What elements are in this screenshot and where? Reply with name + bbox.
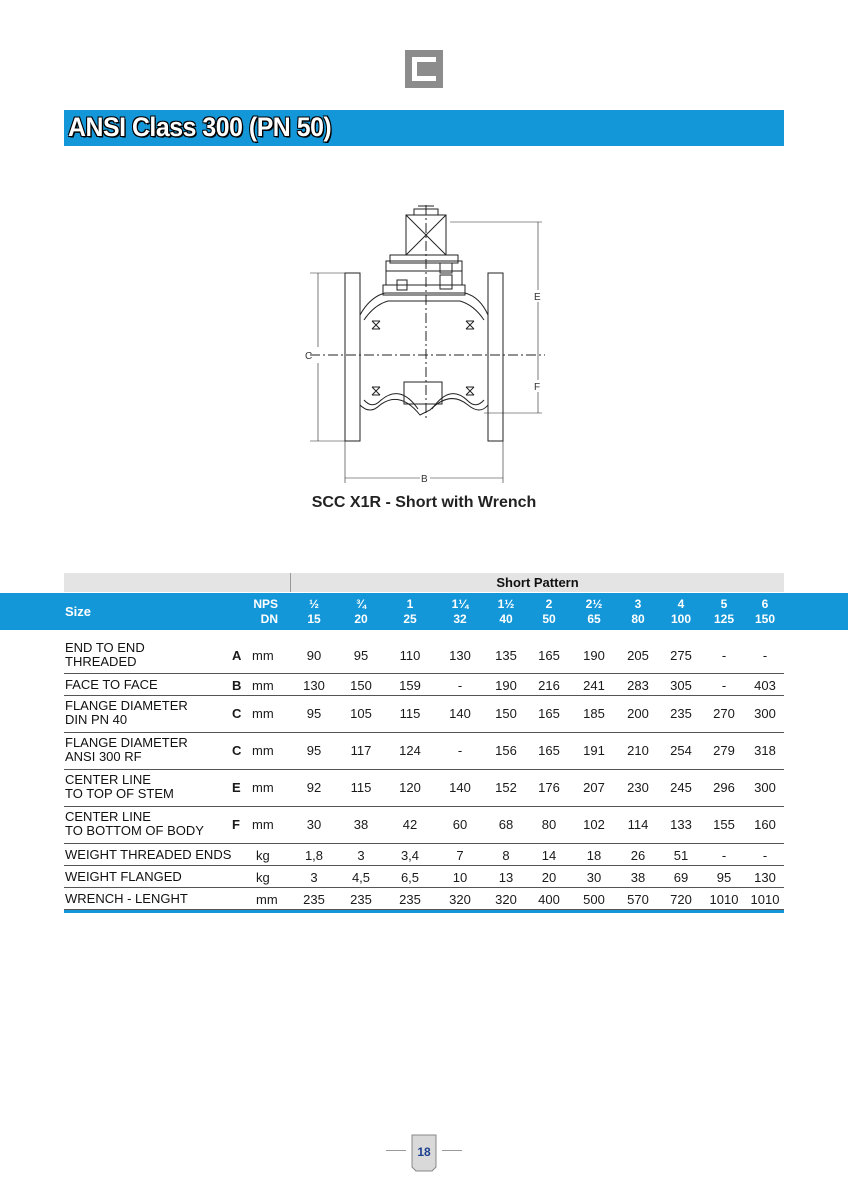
table-cell: 279 [713, 743, 735, 758]
table-cell: 318 [754, 743, 776, 758]
table-cell: 185 [583, 706, 605, 721]
table-cell: 1010 [709, 892, 739, 907]
table-cell: 95 [306, 706, 322, 721]
row-label-line1: FLANGE DIAMETER [65, 698, 188, 713]
size-column-header [486, 597, 526, 627]
table-cell: 110 [399, 648, 421, 663]
nps-value: ½ [308, 597, 319, 611]
dn-value: 150 [754, 612, 776, 626]
row-description [65, 641, 145, 669]
size-column-header [745, 597, 785, 627]
dn-value: 100 [670, 612, 692, 626]
table-cell: 10 [452, 870, 468, 885]
table-cell: 235 [303, 892, 325, 907]
table-cell: 13 [498, 870, 514, 885]
size-column-header [341, 597, 381, 627]
dn-label: DN [260, 612, 278, 626]
footer-line-right [442, 1150, 462, 1151]
table-cell: - [721, 678, 727, 693]
dim-label-b: B [421, 474, 428, 485]
valve-drawing [300, 205, 550, 490]
title-bar [64, 110, 784, 146]
row-label-line1: WEIGHT THREADED ENDS [65, 847, 232, 862]
table-cell: 69 [673, 870, 689, 885]
table-cell: 235 [670, 706, 692, 721]
table-cell: 7 [456, 848, 464, 863]
nps-value: 5 [720, 597, 728, 611]
table-cell: 165 [538, 648, 560, 663]
table-cell: 150 [350, 678, 372, 693]
short-pattern-label: Short Pattern [496, 575, 579, 590]
row-label-line1: WRENCH - LENGHT [65, 891, 188, 906]
table-cell: 18 [586, 848, 602, 863]
table-cell: - [457, 743, 463, 758]
row-description [65, 848, 231, 862]
spec-table-body [64, 630, 784, 910]
table-row [64, 866, 784, 888]
nps-value: 1½ [497, 597, 515, 611]
dn-value: 125 [713, 612, 735, 626]
table-cell: - [721, 848, 727, 863]
row-label-line2: TO BOTTOM OF BODY [65, 823, 204, 838]
table-cell: 140 [449, 780, 471, 795]
table-cell: 130 [754, 870, 776, 885]
table-cell: 14 [541, 848, 557, 863]
nps-value: 2½ [585, 597, 603, 611]
row-description [65, 773, 174, 801]
table-cell: 95 [716, 870, 732, 885]
table-cell: 130 [303, 678, 325, 693]
table-cell: 165 [538, 743, 560, 758]
dn-value: 25 [403, 612, 417, 626]
table-cell: 300 [754, 780, 776, 795]
table-cell: 320 [495, 892, 517, 907]
table-cell: 3,4 [400, 848, 420, 863]
table-cell: 3 [357, 848, 365, 863]
table-row [64, 844, 784, 866]
table-cell: 176 [538, 780, 560, 795]
table-cell: 117 [350, 743, 372, 758]
nps-value: 1 [406, 597, 414, 611]
dimension-letter: C [232, 706, 242, 721]
table-row [64, 674, 784, 696]
dimension-letter: A [232, 648, 242, 663]
table-row [64, 888, 784, 910]
table-cell: 400 [538, 892, 560, 907]
table-cell: 200 [627, 706, 649, 721]
table-cell: 305 [670, 678, 692, 693]
size-column-header [618, 597, 658, 627]
table-cell: - [721, 648, 727, 663]
nps-value: ¾ [355, 597, 366, 611]
table-cell: 300 [754, 706, 776, 721]
table-cell: 270 [713, 706, 735, 721]
row-label-line1: CENTER LINE [65, 809, 151, 824]
dim-label-f: F [534, 382, 541, 393]
table-cell: 165 [538, 706, 560, 721]
size-column-header [390, 597, 430, 627]
nps-value: 3 [634, 597, 642, 611]
unit-label: kg [256, 870, 270, 885]
dn-value: 20 [354, 612, 368, 626]
table-cell: 155 [713, 817, 735, 832]
table-cell: 68 [498, 817, 514, 832]
table-cell: 102 [583, 817, 605, 832]
table-cell: 235 [399, 892, 421, 907]
table-cell: 190 [495, 678, 517, 693]
row-description [65, 810, 204, 838]
table-cell: 230 [627, 780, 649, 795]
table-cell: 114 [627, 817, 649, 832]
row-label-line1: WEIGHT FLANGED [65, 869, 182, 884]
table-cell: 120 [399, 780, 421, 795]
dimension-letter: B [232, 678, 242, 693]
table-cell: 283 [627, 678, 649, 693]
dn-value: 50 [542, 612, 556, 626]
nps-value: 4 [677, 597, 685, 611]
table-cell: 1,8 [304, 848, 324, 863]
row-label-line2: TO TOP OF STEM [65, 786, 174, 801]
size-column-header [574, 597, 614, 627]
table-cell: - [762, 848, 768, 863]
table-cell: 241 [583, 678, 605, 693]
unit-label: mm [252, 743, 274, 758]
table-row [64, 696, 784, 733]
table-cell: 30 [586, 870, 602, 885]
row-description [65, 678, 158, 692]
table-cell: 296 [713, 780, 735, 795]
table-cell: 8 [502, 848, 510, 863]
table-bottom-rule [64, 910, 784, 913]
dn-value: 32 [453, 612, 467, 626]
row-label-line1: CENTER LINE [65, 772, 151, 787]
nps-label: NPS [253, 597, 278, 611]
table-cell: 720 [670, 892, 692, 907]
nps-value: 2 [545, 597, 553, 611]
table-cell: 403 [754, 678, 776, 693]
dn-value: 80 [631, 612, 645, 626]
table-cell: 133 [670, 817, 692, 832]
table-cell: 80 [541, 817, 557, 832]
page-title: ANSI Class 300 (PN 50) [68, 112, 332, 142]
table-cell: 105 [350, 706, 372, 721]
size-column-header [440, 597, 480, 627]
table-cell: 235 [350, 892, 372, 907]
row-description [65, 892, 188, 906]
table-cell: 42 [402, 817, 418, 832]
table-cell: 90 [306, 648, 322, 663]
table-cell: 124 [399, 743, 421, 758]
row-label-line2: DIN PN 40 [65, 712, 128, 727]
table-column-header [0, 593, 848, 630]
table-cell: 95 [353, 648, 369, 663]
table-cell: 26 [630, 848, 646, 863]
table-cell: 60 [452, 817, 468, 832]
table-cell: 115 [350, 780, 372, 795]
table-cell: 190 [583, 648, 605, 663]
unit-label: mm [252, 678, 274, 693]
dn-value: 65 [587, 612, 601, 626]
dn-value: 15 [307, 612, 321, 626]
table-cell: 150 [495, 706, 517, 721]
table-cell: 159 [399, 678, 421, 693]
table-cell: 210 [627, 743, 649, 758]
table-cell: 4,5 [351, 870, 371, 885]
dimension-letter: E [232, 780, 241, 795]
dimension-letter: C [232, 743, 242, 758]
table-row [64, 770, 784, 807]
table-cell: 207 [583, 780, 605, 795]
table-cell: - [457, 678, 463, 693]
drawing-caption: SCC X1R - Short with Wrench [311, 494, 537, 511]
table-row [64, 630, 784, 674]
row-description [65, 736, 188, 764]
table-cell: 320 [449, 892, 471, 907]
table-cell: 115 [399, 706, 421, 721]
table-cell: 38 [353, 817, 369, 832]
table-row [64, 807, 784, 844]
table-cell: 51 [673, 848, 689, 863]
table-cell: 92 [306, 780, 322, 795]
nps-value: 6 [761, 597, 769, 611]
table-cell: 275 [670, 648, 692, 663]
size-column-header [529, 597, 569, 627]
table-cell: 500 [583, 892, 605, 907]
unit-label: mm [252, 780, 274, 795]
row-label-line1: FACE TO FACE [65, 677, 158, 692]
table-row [64, 733, 784, 770]
size-label: Size [65, 604, 92, 619]
dim-label-c: C [305, 351, 313, 362]
table-cell: 1010 [750, 892, 780, 907]
table-cell: 30 [306, 817, 322, 832]
size-column-header [294, 597, 334, 627]
row-label-line1: FLANGE DIAMETER [65, 735, 188, 750]
unit-label: mm [256, 892, 278, 907]
row-label-line2: THREADED [65, 654, 137, 669]
table-cell: 216 [538, 678, 560, 693]
table-cell: 20 [541, 870, 557, 885]
table-cell: 135 [495, 648, 517, 663]
table-cell: 3 [310, 870, 318, 885]
table-cell: 156 [495, 743, 517, 758]
unit-label: mm [252, 817, 274, 832]
company-logo-icon [405, 50, 443, 88]
table-cell: 191 [583, 743, 605, 758]
size-column-header [704, 597, 744, 627]
page-number: 18 [417, 1145, 431, 1159]
table-cell: 152 [495, 780, 517, 795]
table-cell: 38 [630, 870, 646, 885]
row-label-line2: ANSI 300 RF [65, 749, 142, 764]
dn-value: 40 [499, 612, 513, 626]
table-cell: - [762, 648, 768, 663]
dim-label-e: E [534, 292, 541, 303]
table-group-header [64, 573, 784, 592]
table-cell: 245 [670, 780, 692, 795]
row-label-line1: END TO END [65, 640, 145, 655]
table-cell: 160 [754, 817, 776, 832]
row-description [65, 699, 188, 727]
table-cell: 570 [627, 892, 649, 907]
table-cell: 140 [449, 706, 471, 721]
unit-label: kg [256, 848, 270, 863]
table-cell: 205 [627, 648, 649, 663]
table-cell: 254 [670, 743, 692, 758]
table-cell: 130 [449, 648, 471, 663]
nps-value: 1¼ [451, 597, 469, 611]
footer-line-left [386, 1150, 406, 1151]
nps-dn-label [225, 597, 278, 627]
row-description [65, 870, 182, 884]
size-column-header [661, 597, 701, 627]
unit-label: mm [252, 648, 274, 663]
table-cell: 95 [306, 743, 322, 758]
unit-label: mm [252, 706, 274, 721]
dimension-letter: F [232, 817, 240, 832]
table-cell: 6,5 [400, 870, 420, 885]
